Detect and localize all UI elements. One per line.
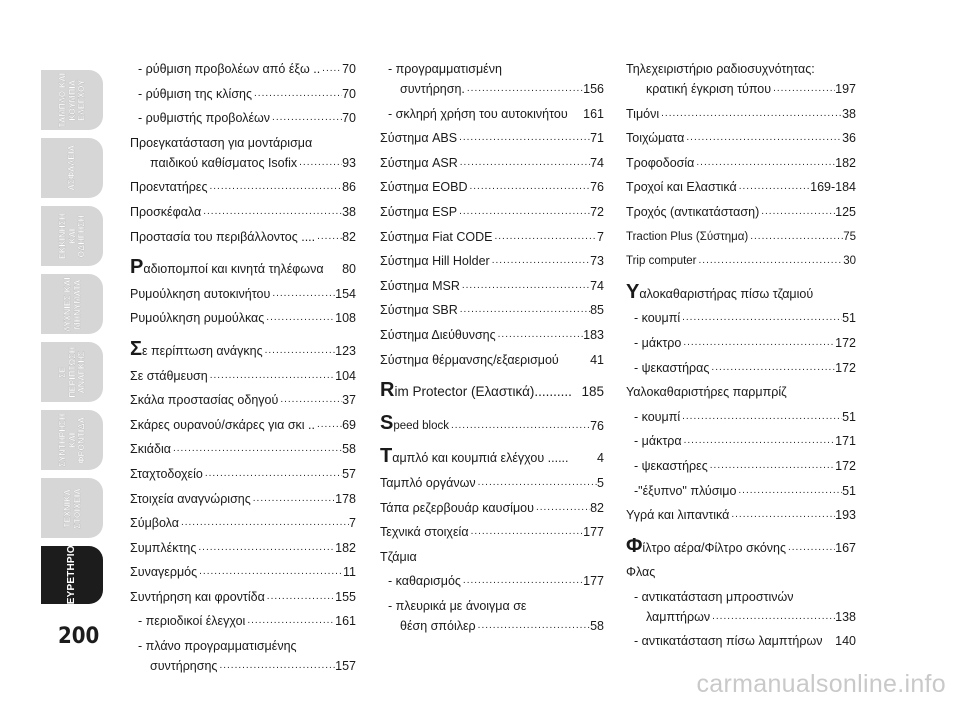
- index-entry[interactable]: - αντικατάσταση πίσω λαμπτήρων 140: [634, 634, 856, 649]
- index-entry[interactable]: Rim Protector (Ελαστικά).......... 185: [380, 379, 604, 402]
- index-entry[interactable]: Τροφοδοσία ..... 182: [626, 156, 856, 170]
- index-entry[interactable]: - ρύθμιση προβολέων από έξω .. ..... 70: [130, 62, 356, 76]
- section-initial: Ρ: [130, 256, 144, 279]
- index-entry[interactable]: Σταχτοδοχείο ..... 57: [130, 467, 356, 481]
- index-entry-heading: - προγραμματισμένη: [388, 62, 502, 76]
- index-entry[interactable]: Traction Plus (Σύστημα) ..... 75: [626, 230, 856, 244]
- index-entry[interactable]: Σύστημα ESP ..... 72: [380, 205, 604, 219]
- section-initial: Φ: [626, 534, 643, 557]
- index-entry-heading: Υαλοκαθαριστήρες παρμπρίζ: [626, 385, 787, 400]
- index-entry-heading: - πλευρικά με άνοιγμα σε: [388, 598, 527, 613]
- index-column-2: [380, 62, 604, 643]
- index-entry[interactable]: Σύστημα ASR ..... 74: [380, 156, 604, 170]
- index-entry[interactable]: Σύστημα SBR ..... 85: [380, 303, 604, 317]
- index-entry[interactable]: Ταμπλό οργάνων ..... 5: [380, 476, 604, 490]
- index-entry[interactable]: Φίλτρο αέρα/Φίλτρο σκόνης ..... 167: [626, 539, 856, 555]
- tab-emergency[interactable]: [41, 342, 103, 402]
- index-entry[interactable]: Υγρά και λιπαντικά ..... 193: [626, 508, 856, 522]
- index-entry[interactable]: Σύστημα Fiat CODE ..... 7: [380, 230, 604, 244]
- page-number: 200: [58, 624, 100, 649]
- index-entry[interactable]: Σύστημα θέρμανσης/εξαερισμού 41: [380, 352, 604, 367]
- index-entry[interactable]: - κουμπί ..... 51: [626, 410, 856, 424]
- section-initial: Τ: [380, 445, 393, 468]
- index-entry[interactable]: Στοιχεία αναγνώρισης ..... 178: [130, 492, 356, 506]
- tab-label: ΛΥΧΝΙΕΣ ΚΑΙ ΜΗΝΥΜΑΤΑ: [61, 276, 81, 332]
- index-entry-heading: Τηλεχειριστήριο ραδιοσυχνότητας:: [626, 62, 815, 76]
- watermark: carmanualsonline.info: [696, 670, 946, 698]
- index-column-3: [626, 62, 856, 659]
- index-entry[interactable]: - ψεκαστήρας ..... 172: [626, 361, 856, 375]
- index-entry-heading: Προεγκατάσταση για μοντάρισμα: [130, 135, 313, 150]
- section-initial: R: [380, 379, 395, 402]
- index-entry[interactable]: Τροχός (αντικατάσταση) ..... 125: [626, 205, 856, 219]
- index-entry[interactable]: Σκάρες ουρανού/σκάρες για σκι .. ..... 69: [130, 418, 356, 432]
- tab-label: ΣΥΝΤΗΡΗΣΗ ΚΑΙ ΦΡΟΝΤΙΔΑ: [56, 413, 86, 467]
- index-entry[interactable]: παιδικού καθίσματος Isofix ..... 93: [130, 156, 356, 170]
- index-entry[interactable]: Ραδιοπομποί και κινητά τηλέφωνα 80: [130, 256, 356, 279]
- index-entry[interactable]: συντήρησης ..... 157: [130, 659, 356, 673]
- index-entry[interactable]: Συντήρηση και φροντίδα ..... 155: [130, 590, 356, 604]
- index-entry[interactable]: Σύμβολα ..... 7: [130, 516, 356, 530]
- index-entry[interactable]: κρατική έγκριση τύπου ..... 197: [626, 82, 856, 96]
- index-entry[interactable]: Σκάλα προστασίας οδηγού ..... 37: [130, 393, 356, 407]
- index-entry[interactable]: - ρυθμιστής προβολέων ..... 70: [130, 111, 356, 125]
- index-entry[interactable]: Ταμπλό και κουμπιά ελέγχου ...... 4: [380, 445, 604, 468]
- index-entry[interactable]: Σκιάδια ..... 58: [130, 442, 356, 456]
- index-entry[interactable]: Speed block ..... 76: [380, 416, 604, 433]
- index-entry[interactable]: - μάκτρα ..... 171: [626, 434, 856, 448]
- index-entry-heading: Τζάμια: [380, 549, 417, 564]
- tab-maintenance-care[interactable]: [41, 410, 103, 470]
- index-entry[interactable]: Σύστημα Hill Holder ..... 73: [380, 254, 604, 268]
- index-entry-heading: Υαλοκαθαριστήρας πίσω τζαμιού: [626, 280, 814, 303]
- section-initial: Υ: [626, 280, 640, 303]
- index-entry[interactable]: Σύστημα Διεύθυνσης ..... 183: [380, 328, 604, 342]
- index-entry[interactable]: - καθαρισμός ..... 177: [380, 574, 604, 588]
- index-entry[interactable]: Συναγερμός ..... 11: [130, 565, 356, 579]
- index-entry-heading: - αντικατάσταση μπροστινών: [634, 589, 794, 604]
- index-entry[interactable]: Trip computer ..... 30: [626, 254, 856, 268]
- index-entry[interactable]: - κουμπί ..... 51: [626, 311, 856, 325]
- tab-label: ΕΥΡΕΤΗΡΙΟ: [66, 545, 78, 605]
- index-entry[interactable]: συντήρηση. ..... 156: [380, 82, 604, 96]
- index-entry[interactable]: Προστασία του περιβάλλοντος .... ..... 82: [130, 230, 356, 244]
- index-entry[interactable]: - ψεκαστήρες ..... 172: [626, 459, 856, 473]
- index-entry[interactable]: Τροχοί και Ελαστικά ..... 169-184: [626, 180, 856, 194]
- index-entry[interactable]: - περιοδικοί έλεγχοι ..... 161: [130, 614, 356, 628]
- index-entry[interactable]: Σε στάθμευση ..... 104: [130, 369, 356, 383]
- index-entry[interactable]: Σε περίπτωση ανάγκης ..... 123: [130, 342, 356, 358]
- index-entry[interactable]: Προσκέφαλα ..... 38: [130, 205, 356, 219]
- tab-technical-data[interactable]: [41, 478, 103, 538]
- index-entry[interactable]: Ρυμούλκηση ρυμούλκας ..... 108: [130, 311, 356, 325]
- tab-label: ΕΚΚΙΝΗΣΗ ΚΑΙ ΟΔΗΓΗΣΗ: [56, 213, 86, 259]
- tab-label: ΤΑΜΠΛΟ ΚΑΙ ΚΟΥΜΠΙΑ ΕΛΕΓΧΟΥ: [56, 72, 86, 128]
- index-entry[interactable]: Τεχνικά στοιχεία ..... 177: [380, 525, 604, 539]
- index-entry[interactable]: Συμπλέκτης ..... 182: [130, 541, 356, 555]
- index-entry[interactable]: Τοιχώματα ..... 36: [626, 131, 856, 145]
- tab-index[interactable]: [41, 546, 103, 604]
- tab-starting-driving[interactable]: [41, 206, 103, 266]
- tab-dashboard-controls[interactable]: [41, 70, 103, 130]
- index-entry-heading: - πλάνο προγραμματισμένης: [138, 639, 297, 654]
- index-entry[interactable]: - σκληρή χρήση του αυτοκινήτου 161: [388, 106, 604, 121]
- index-entry[interactable]: - μάκτρο ..... 172: [626, 336, 856, 350]
- index-entry-heading: Φλας: [626, 565, 656, 580]
- index-entry[interactable]: Ρυμούλκηση αυτοκινήτου ..... 154: [130, 287, 356, 301]
- index-entry[interactable]: Σύστημα ABS ..... 71: [380, 131, 604, 145]
- index-entry[interactable]: Σύστημα MSR ..... 74: [380, 279, 604, 293]
- index-entry[interactable]: Σύστημα EOBD ..... 76: [380, 180, 604, 194]
- section-initial: Σ: [130, 337, 143, 360]
- index-entry[interactable]: λαμπτήρων ..... 138: [626, 610, 856, 624]
- index-entry[interactable]: -"έξυπνο" πλύσιμο ..... 51: [626, 484, 856, 498]
- section-initial: S: [380, 411, 394, 434]
- tab-label: ΣΕ ΠΕΡΙΠΤΩΣΗ ΑΝΑΓΚΗΣ: [56, 346, 86, 398]
- tab-label: ΤΕΧΝΙΚΑ ΣΤΟΙΧΕΙΑ: [61, 487, 81, 529]
- index-entry[interactable]: Τιμόνι ..... 38: [626, 107, 856, 121]
- index-entry[interactable]: Τάπα ρεζερβουάρ καυσίμου ..... 82: [380, 501, 604, 515]
- index-entry[interactable]: Προεντατήρες ..... 86: [130, 180, 356, 194]
- tab-lights-messages[interactable]: [41, 274, 103, 334]
- index-entry[interactable]: θέση σπόιλερ ..... 58: [380, 619, 604, 633]
- tab-label: ΑΣΦΑΛΕΙΑ: [66, 145, 77, 191]
- index-entry[interactable]: - ρύθμιση της κλίσης ..... 70: [130, 87, 356, 101]
- index-column-1: [130, 62, 356, 684]
- tab-safety[interactable]: [41, 138, 103, 198]
